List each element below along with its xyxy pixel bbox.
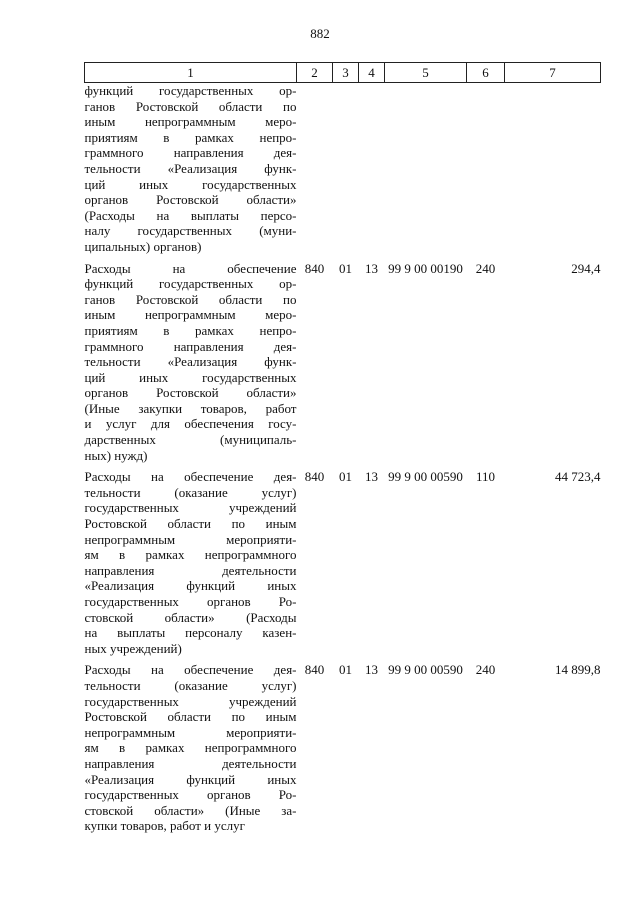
- description-line: государственных органов Ро-: [84, 787, 297, 803]
- section-code: 01: [339, 662, 352, 678]
- subsection-code: 13: [365, 260, 378, 276]
- description-line: налу государственных (муни-: [84, 223, 297, 239]
- expense-type-code: 110: [475, 469, 496, 485]
- column-header: 7: [505, 63, 601, 83]
- description-line: приятиям в рамках непро-: [84, 129, 297, 145]
- description-line: органов Ростовской области»: [84, 192, 297, 208]
- description-line: (Расходы на выплаты персо-: [84, 207, 297, 223]
- column-number-row: [85, 63, 601, 83]
- subsection-code: [359, 83, 385, 255]
- description-line: стовской области» (Иные за-: [84, 802, 297, 818]
- description-line: направления деятельности: [84, 562, 297, 578]
- description-line: на выплаты персоналу казен-: [84, 625, 297, 641]
- description-line: Расходы на обеспечение дея-: [84, 662, 297, 678]
- description-line: ных) нужд): [84, 447, 148, 463]
- budget-table: [84, 62, 601, 834]
- description-line: иным непрограммным меро-: [84, 114, 297, 130]
- description-line: функций государственных ор-: [84, 276, 297, 292]
- description-line: приятиям в рамках непро-: [84, 322, 297, 338]
- section-code: [333, 83, 359, 255]
- expense-description: [85, 255, 297, 464]
- page-number: 882: [310, 26, 330, 41]
- ministry-code: 840: [304, 260, 325, 276]
- description-line: органов Ростовской области»: [84, 385, 297, 401]
- column-header: 4: [359, 63, 385, 83]
- description-line: Расходы на обеспечение: [84, 260, 297, 276]
- expense-description: [85, 83, 297, 255]
- description-line: тельности (оказание услуг): [84, 677, 297, 693]
- description-line: направления деятельности: [84, 755, 297, 771]
- description-line: стовской области» (Расходы: [84, 609, 297, 625]
- description-line: Расходы на обеспечение дея-: [84, 469, 297, 485]
- table-row: [85, 255, 601, 464]
- description-line: ям в рамках непрограммного: [84, 740, 297, 756]
- ministry-code: [297, 83, 333, 255]
- expense-type-code: 240: [475, 260, 496, 276]
- section-code: 01: [339, 260, 352, 276]
- amount-value: 44 723,4: [555, 469, 601, 485]
- column-header: 3: [333, 63, 359, 83]
- description-line: «Реализация функций иных: [84, 578, 297, 594]
- table-row: [85, 656, 601, 834]
- description-line: ций иных государственных: [84, 176, 297, 192]
- description-line: функций государственных ор-: [84, 83, 297, 98]
- ministry-code: 840: [304, 469, 325, 485]
- target-article-code: 99 9 00 00590: [388, 469, 463, 485]
- section-code: 01: [339, 469, 352, 485]
- description-line: тельности «Реализация функ-: [84, 354, 297, 370]
- column-header: 5: [385, 63, 467, 83]
- expense-type-code: [467, 83, 505, 255]
- expense-description: [85, 656, 297, 834]
- description-line: ям в рамках непрограммного: [84, 547, 297, 563]
- description-line: государственных учреждений: [84, 693, 297, 709]
- table-row: [85, 83, 601, 255]
- description-line: тельности (оказание услуг): [84, 484, 297, 500]
- column-header: 2: [297, 63, 333, 83]
- column-header: 6: [467, 63, 505, 83]
- subsection-code: 13: [365, 469, 378, 485]
- description-line: государственных учреждений: [84, 500, 297, 516]
- description-line: купки товаров, работ и услуг: [84, 818, 245, 834]
- amount-value: 294,4: [571, 260, 601, 276]
- expense-type-code: 240: [475, 662, 496, 678]
- description-line: Ростовской области по иным: [84, 709, 297, 725]
- expense-description: [85, 463, 297, 656]
- description-line: ций иных государственных: [84, 369, 297, 385]
- description-line: Ростовской области по иным: [84, 516, 297, 532]
- description-line: ганов Ростовской области по: [84, 98, 297, 114]
- description-line: непрограммным мероприяти-: [84, 724, 297, 740]
- description-line: ганов Ростовской области по: [84, 291, 297, 307]
- subsection-code: 13: [365, 662, 378, 678]
- amount-value: [505, 83, 601, 255]
- amount-value: 14 899,8: [555, 662, 601, 678]
- description-line: непрограммным мероприяти-: [84, 531, 297, 547]
- ministry-code: 840: [304, 662, 325, 678]
- description-line: государственных органов Ро-: [84, 594, 297, 609]
- target-article-code: [385, 83, 467, 255]
- description-line: и услуг для обеспечения госу-: [84, 416, 297, 432]
- description-line: тельности «Реализация функ-: [84, 160, 297, 176]
- table-row: [85, 463, 601, 656]
- column-header: 1: [85, 63, 297, 83]
- description-line: дарственных (муниципаль-: [84, 432, 297, 448]
- description-line: ципальных) органов): [84, 238, 202, 254]
- target-article-code: 99 9 00 00590: [388, 662, 463, 678]
- description-line: (Иные закупки товаров, работ: [84, 400, 297, 416]
- description-line: иным непрограммным меро-: [84, 307, 297, 323]
- description-line: граммного направления дея-: [84, 338, 297, 354]
- description-line: граммного направления дея-: [84, 145, 297, 161]
- description-line: «Реализация функций иных: [84, 771, 297, 787]
- target-article-code: 99 9 00 00190: [388, 260, 463, 276]
- description-line: ных учреждений): [84, 640, 182, 656]
